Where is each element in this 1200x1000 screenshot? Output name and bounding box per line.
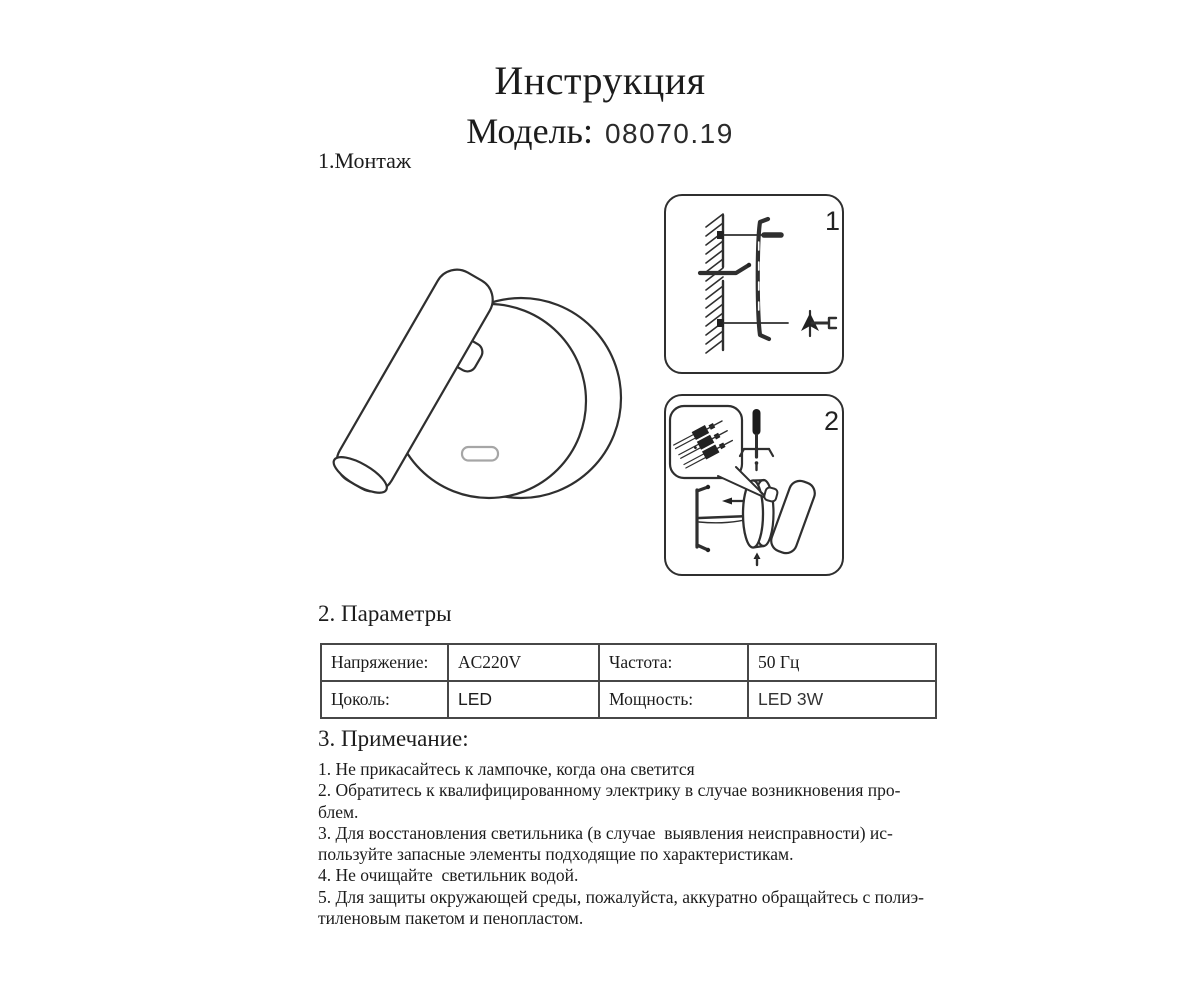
note-line: пользуйте запасные элементы подходящие по характеристикам. — [318, 844, 794, 865]
hinge-nub — [763, 487, 778, 503]
step1-frame — [665, 195, 843, 373]
note-line: 5. Для защиты окружающей среды, пожалуйста, аккуратно обращайтесь с полиэ- — [318, 886, 924, 907]
mounting-step1-figure — [660, 190, 855, 380]
param-label-frequency: Частота: — [599, 644, 748, 681]
page-title: Инструкция — [494, 58, 706, 103]
note-line: 2. Обратитесь к квалифицированному электрику в случае возникновения про- — [318, 780, 901, 801]
table-row — [321, 681, 936, 718]
step1-number: 1 — [825, 206, 841, 236]
note-line: блем. — [318, 801, 359, 822]
note-line: 3. Для восстановления светильника (в случае выявления неисправности) ис- — [318, 822, 893, 843]
table-row — [321, 644, 936, 681]
parameters-table — [320, 643, 937, 719]
model-label: Модель: — [466, 111, 593, 151]
param-label-voltage: Напряжение: — [321, 644, 448, 681]
lamp-drawing — [320, 248, 650, 533]
section-heading-params: 2. Параметры — [318, 601, 452, 626]
notes-list — [318, 759, 924, 929]
section-heading-montage: 1.Монтаж — [318, 148, 412, 173]
section-heading-notes: 3. Примечание: — [318, 726, 469, 751]
param-value-power: LED 3W — [748, 681, 936, 718]
mounting-step2-figure — [660, 390, 855, 582]
param-value-frequency: 50 Гц — [748, 644, 936, 681]
param-value-voltage: AC220V — [448, 644, 599, 681]
switch — [462, 447, 498, 461]
note-line: 1. Не прикасайтесь к лампочке, когда она светится — [318, 759, 695, 779]
note-line: 4. Не очищайте светильник водой. — [318, 865, 579, 886]
param-value-socket: LED — [448, 681, 599, 718]
model-number: 08070.19 — [604, 118, 734, 149]
step2-number: 2 — [824, 406, 840, 436]
param-label-socket: Цоколь: — [321, 681, 448, 718]
param-label-power: Мощность: — [599, 681, 748, 718]
model-line — [0, 110, 1200, 152]
note-line: тиленовым пакетом и пенопластом. — [318, 908, 584, 929]
